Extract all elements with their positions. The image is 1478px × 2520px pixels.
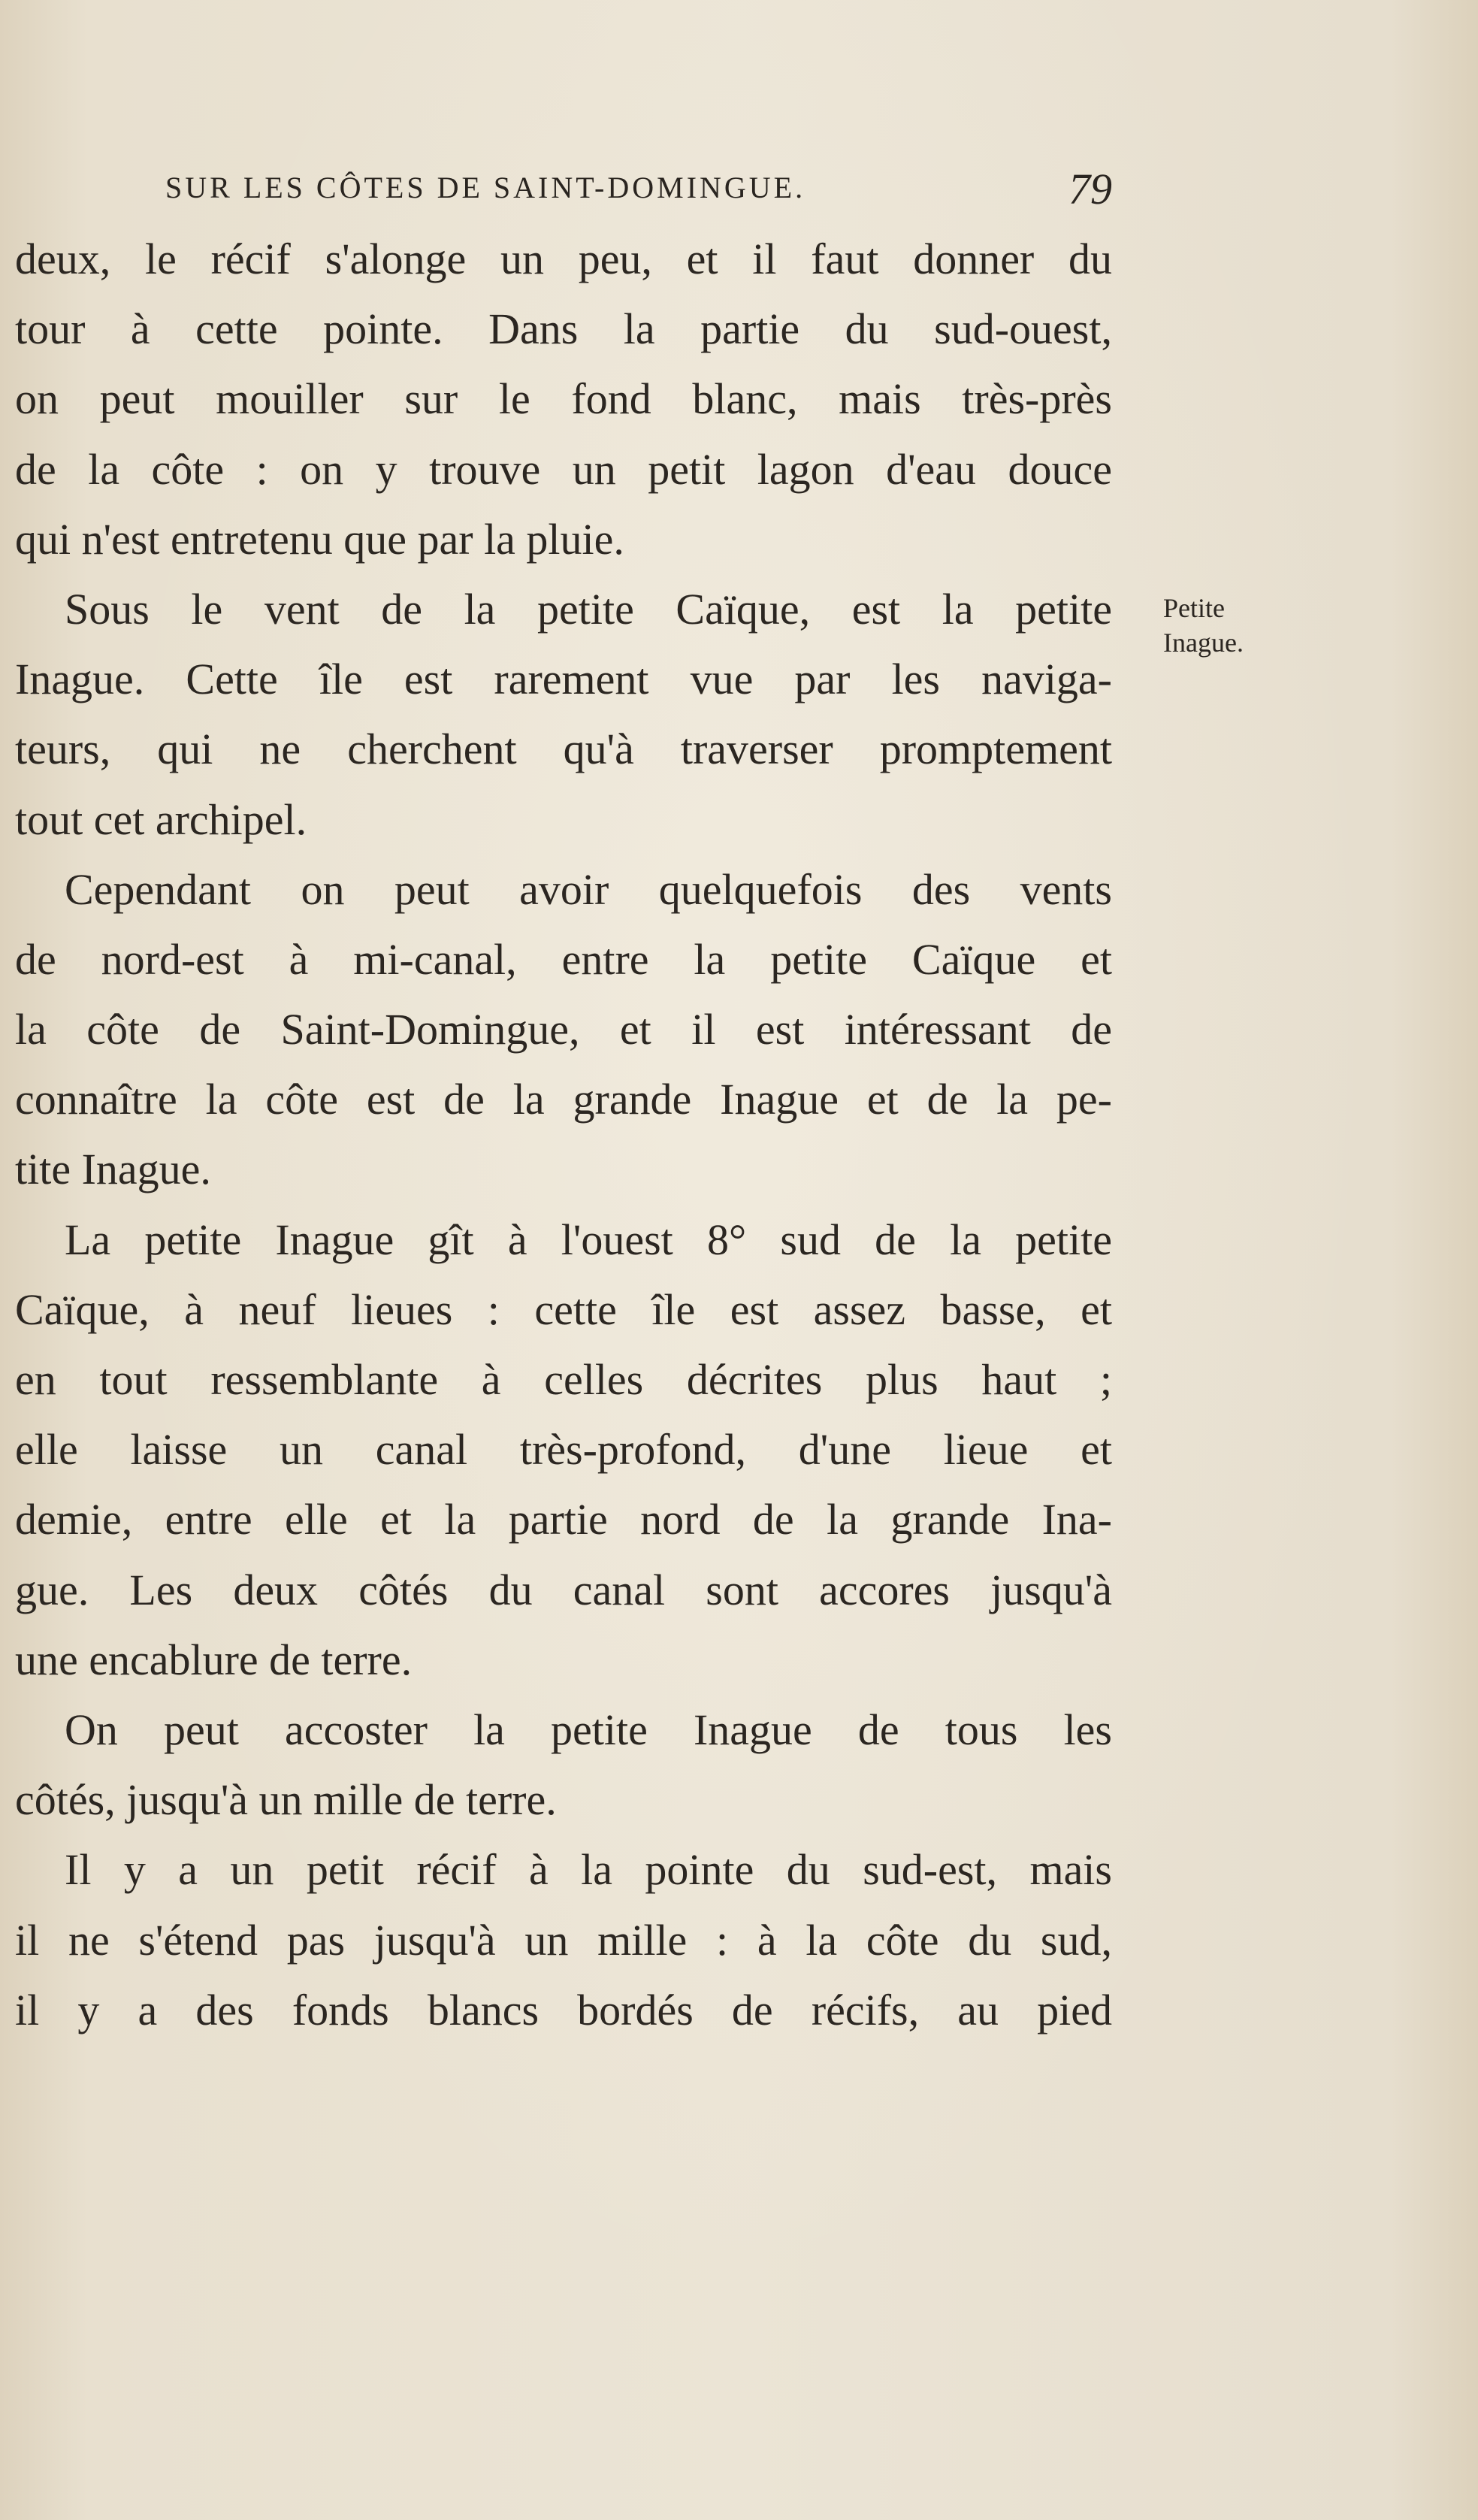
- text-line: la côte de Saint-Domingue, et il est intéressant de: [15, 1005, 1112, 1054]
- text-line: tout cet archipel.: [15, 794, 307, 844]
- running-head: [165, 164, 1112, 213]
- text-line: On peut accoster la petite Inague de tous les: [65, 1705, 1112, 1754]
- text-line: il ne s'étend pas jusqu'à un mille : à la côte du sud,: [15, 1915, 1112, 1965]
- text-line: qui n'est entretenu que par la pluie.: [15, 514, 624, 564]
- text-line: tour à cette pointe. Dans la partie du sud-ouest,: [15, 304, 1112, 354]
- text-line: il y a des fonds blancs bordés de récifs, au pied: [15, 1985, 1112, 2034]
- text-line: teurs, qui ne cherchent qu'à traverser promptement: [15, 725, 1112, 774]
- text-line: Sous le vent de la petite Caïque, est la petite: [65, 584, 1112, 634]
- margin-note-line: Petite: [1163, 593, 1225, 623]
- text-line: elle laisse un canal très-profond, d'une lieue et: [15, 1425, 1112, 1475]
- text-line: Caïque, à neuf lieues : cette île est assez basse, et: [15, 1284, 1112, 1334]
- text-line: Cependant on peut avoir quelquefois des vents: [65, 864, 1112, 914]
- running-title: SUR LES CÔTES DE SAINT-DOMINGUE.: [165, 171, 806, 204]
- text-line: La petite Inague gît à l'ouest 8° sud de la petite: [65, 1215, 1112, 1264]
- text-line: tite Inague.: [15, 1145, 211, 1194]
- body-text: [15, 224, 1112, 2045]
- margin-note: [1163, 591, 1313, 660]
- text-line: demie, entre elle et la partie nord de la grande Ina-: [15, 1495, 1112, 1544]
- text-line: une encablure de terre.: [15, 1635, 413, 1684]
- text-line: connaître la côte est de la grande Inague et de la pe-: [15, 1075, 1112, 1124]
- text-line: on peut mouiller sur le fond blanc, mais très-près: [15, 374, 1112, 424]
- text-line: Inague. Cette île est rarement vue par les naviga-: [15, 655, 1112, 704]
- text-line: côtés, jusqu'à un mille de terre.: [15, 1775, 557, 1825]
- text-line: en tout ressemblante à celles décrites plus haut ;: [15, 1355, 1112, 1404]
- text-line: de nord-est à mi-canal, entre la petite Caïque et: [15, 934, 1112, 984]
- margin-note-line: Inague.: [1163, 628, 1244, 658]
- page-number: 79: [1068, 165, 1112, 213]
- text-line: Il y a un petit récif à la pointe du sud-est, mais: [65, 1845, 1112, 1895]
- text-line: deux, le récif s'alonge un peu, et il faut donner du: [15, 234, 1112, 283]
- text-line: de la côte : on y trouve un petit lagon d'eau douce: [15, 444, 1112, 494]
- text-line: gue. Les deux côtés du canal sont accores jusqu'à: [15, 1565, 1112, 1614]
